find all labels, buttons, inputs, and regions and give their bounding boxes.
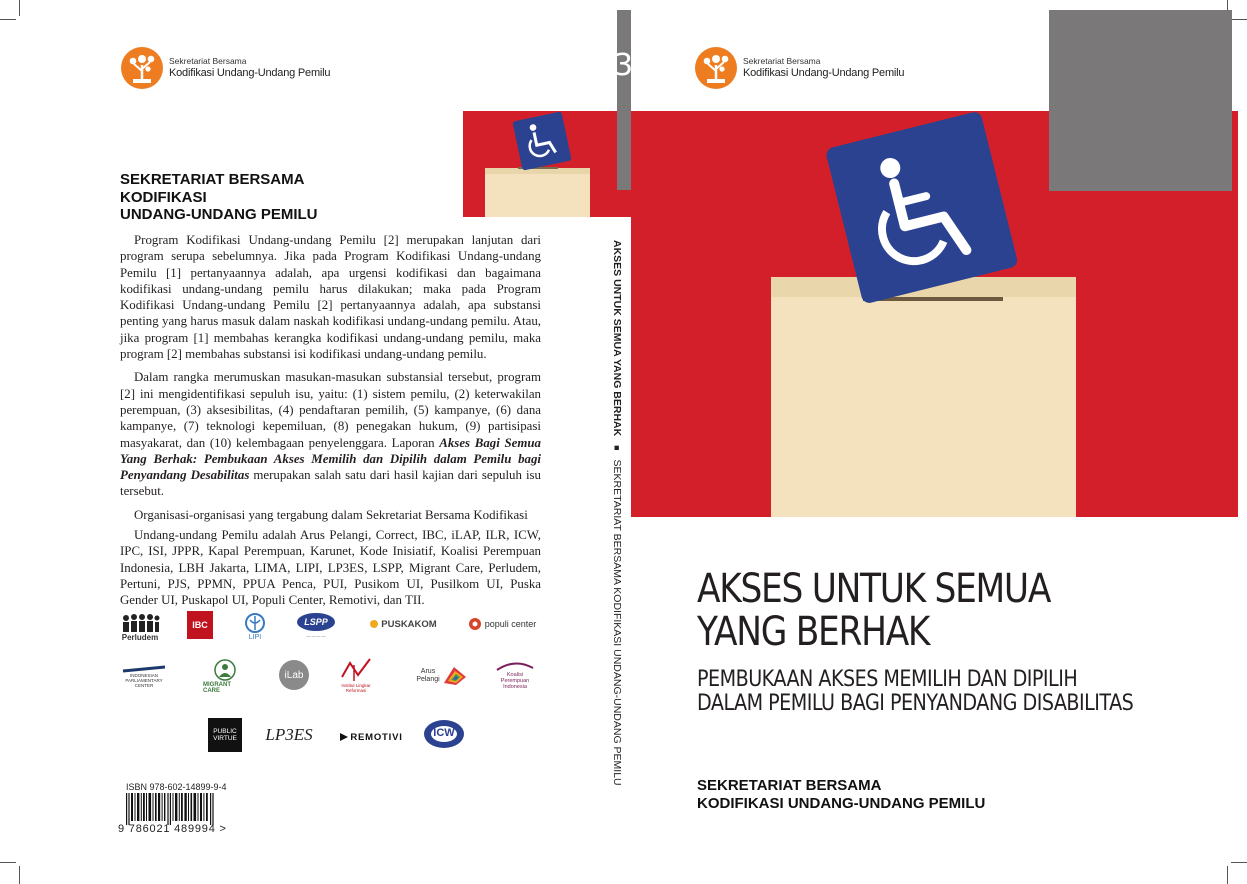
spine-title: AKSES UNTUK SEMUA YANG BERHAK — [611, 240, 623, 437]
isbn-label: ISBN 978-602-14899-9-4 — [126, 782, 227, 792]
sekber-logo-icon — [121, 47, 163, 89]
back-heading-line: SEKRETARIAT BERSAMA — [120, 171, 305, 188]
back-cover-image — [463, 111, 631, 217]
front-title-line: AKSES UNTUK SEMUA — [697, 566, 1051, 612]
brand-front — [695, 47, 904, 89]
back-paragraph: Undang-undang Pemilu adalah Arus Pelangi, Correct, IBC, iLAP, ILR, ICW, IPC, ISI, JPPR, Kapal Perempuan, Karunet, Kode Inisiatif, Koalisi Perempuan Indonesia, LBH Jakarta, LIMA, LIPI, LP3ES, LSPP, Migrant Care, Perludem, Pertuni, PJS, PPMN, PPUA Penca, PUI, Pusikom UI, Pusilkom UI, Puska Gender UI, Puskapol UI, Populi Center, Remotivi, dan TII. — [120, 528, 541, 608]
brand-line1: Sekretariat Bersama — [743, 55, 821, 66]
back-heading — [120, 171, 318, 224]
front-publisher — [697, 777, 985, 812]
front-title-line: YANG BERHAK — [697, 609, 930, 655]
logo-public-virtue: PUBLIC VIRTUE — [208, 718, 242, 752]
logo-remotivi: REMOTIVI — [336, 729, 406, 745]
spine-number: 3 — [614, 48, 634, 83]
front-gray-block — [1049, 10, 1232, 191]
logo-label: Perludem — [121, 632, 159, 642]
logo-migrant-care: MIGRANT CARE — [203, 657, 247, 695]
logo-ilr: Institut Lingkar Reformasi — [332, 654, 380, 696]
crop-mark — [1227, 866, 1228, 884]
front-subtitle — [697, 668, 1133, 716]
barcode — [126, 793, 214, 825]
front-subtitle-line: PEMBUKAAN AKSES MEMILIH DAN DIPILIH — [697, 667, 1078, 692]
brand-line1: Sekretariat Bersama — [169, 55, 247, 66]
spine-text — [599, 240, 631, 786]
spine-publisher: SEKRETARIAT BERSAMA KODIFIKASI UNDANG-UNDANG PEMILU — [611, 459, 623, 786]
brand-line2: Kodifikasi Undang-Undang Pemilu — [743, 66, 905, 79]
back-body — [120, 232, 541, 616]
front-subtitle-line: DALAM PEMILU BAGI PENYANDANG DISABILITAS — [697, 691, 1134, 716]
logo-ibc: IBC — [187, 611, 213, 639]
logo-populi: populi center — [466, 614, 538, 634]
brand-line2: Kodifikasi Undang-Undang Pemilu — [169, 66, 331, 79]
logo-lp3es: LP3ES — [265, 725, 313, 744]
barcode-digits: 9 786021 489994 > — [118, 823, 227, 835]
crop-mark — [1231, 862, 1247, 863]
back-heading-line: UNDANG-UNDANG PEMILU — [120, 206, 318, 223]
back-paragraph: Organisasi-organisasi yang tergabung dalam Sekretariat Bersama Kodifikasi — [134, 507, 528, 522]
logo-lipi: LIPI — [240, 609, 270, 643]
back-paragraph: Dalam rangka merumuskan masukan-masukan substansial tersebut, program [2] ini mengidentifikasi sepuluh isu, yaitu: (1) sistem pemilu, (2) keterwakilan perempuan, (3) aksesibilitas, (4) pendaftaran pemilih, (5) kampanye, (6) dana kampanye, (7) teknologi kepemiluan, (8) penegakan hukum, (9) partisipasi masyakarat, dan (10) kelembagaan penyelenggara. Laporan Akses Bagi Semua Yang Berhak: Pembukaan Akses Memilih dan Dipilih dalam Pemilu bagi Penyandang Desabilitas merupakan salah satu dari hasil kajian dari sepuluh isu tersebut. — [120, 370, 541, 499]
crop-mark — [19, 0, 20, 16]
back-heading-line: KODIFIKASI — [120, 188, 207, 206]
crop-mark — [0, 19, 16, 20]
logo-puskakom: PUSKAKOM — [364, 614, 442, 634]
logo-ipc: INDONESIAN PARLIAMENTARY CENTER — [118, 662, 170, 690]
brand-back — [121, 47, 330, 89]
back-paragraph: Program Kodifikasi Undang-undang Pemilu [2] merupakan lanjutan dari program serupa sebelumnya. Jika pada Program Kodifikasi Undang-undang Pemilu [1] pertanyaannya adalah, apa urgensi kodifikasi dan bagaimana kodifikasi undang-undang pemilu harus dilakukan; maka pada Program Kodifikasi Undang-undang Pemilu [2] pertanyaannya adalah, apa substansi penting yang harus masuk dalam naskah kodifikasi undang-undang pemilu. Atau, jika program [1] membahas kerangka kodifikasi undang-undang pemilu, maka program [2] membahas substansi isi kodifikasi undang-undang pemilu. — [120, 233, 541, 362]
sekber-logo-icon — [695, 47, 737, 89]
front-publisher-line: SEKRETARIAT BERSAMA — [697, 777, 882, 794]
logo-perludem — [118, 610, 162, 644]
crop-mark — [19, 866, 20, 884]
logo-ilab: iLab — [279, 660, 309, 690]
report-title: Akses Bagi Semua Yang Berhak: Pembukaan Akses Memilih dan Dipilih dalam Pemilu bagi Penyandang Desabilitas — [120, 435, 541, 483]
front-publisher-line: KODIFIKASI UNDANG-UNDANG PEMILU — [697, 794, 986, 812]
crop-mark — [0, 862, 16, 863]
spine-separator: ■ — [612, 445, 622, 451]
logo-koalisi-perempuan: Koalisi Perempuan Indonesia — [490, 658, 540, 694]
front-title — [697, 568, 1050, 654]
logo-icw: ICW — [422, 718, 466, 750]
logo-arus-pelangi: Arus Pelangi — [412, 663, 470, 689]
crop-mark — [1231, 19, 1247, 20]
logo-lspp: LSPP — — — — — [296, 609, 336, 641]
spine-gray-tab — [617, 10, 631, 190]
